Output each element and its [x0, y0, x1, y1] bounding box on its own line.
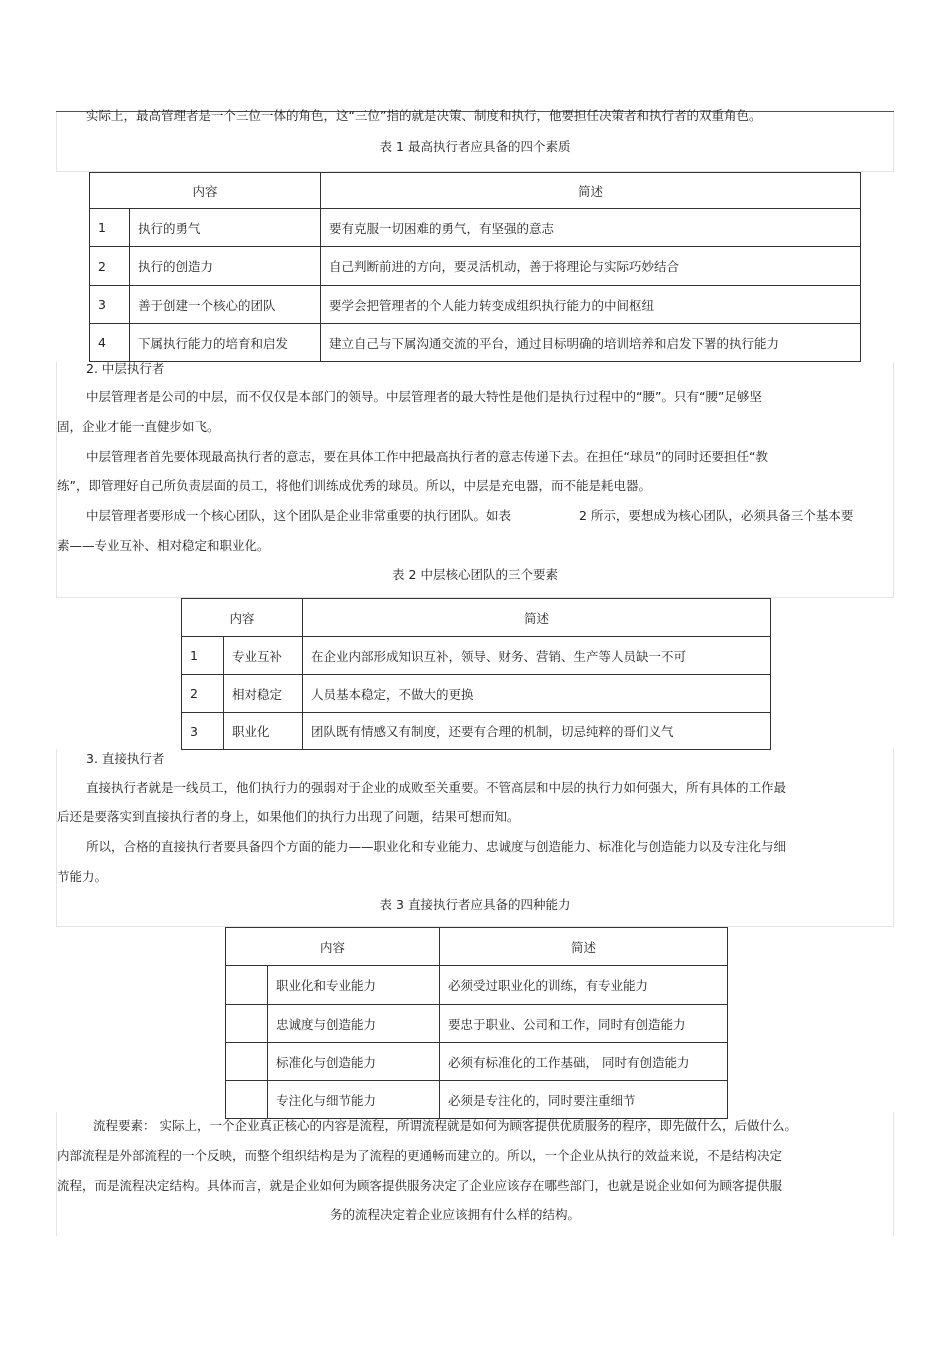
section2-line: 练”，即管理好自己所负责层面的员工，将他们训练成优秀的球员。所以，中层是充电器，而不能是耗电器。	[57, 478, 651, 493]
section2-line: 2 所示，要想成为核心团队，必须具备三个基本要	[579, 508, 854, 523]
row-number	[226, 966, 268, 1005]
table-row	[90, 286, 861, 324]
table-row	[182, 713, 771, 750]
row-desc: 必须是专注化的，同时要注重细节	[440, 1081, 728, 1119]
row-item: 专注化与细节能力	[268, 1081, 440, 1119]
section2-line: 中层管理者首先要体现最高执行者的意志，要在具体工作中把最高执行者的意志传递下去。在担任“球员”的同时还要担任“教	[86, 449, 768, 464]
table-row	[182, 637, 771, 675]
table1-caption: 表 1 最高执行者应具备的四个素质	[379, 139, 571, 154]
row-item: 忠诚度与创造能力	[268, 1005, 440, 1043]
table-header-row	[182, 599, 771, 637]
flow-line: 务的流程决定着企业应该拥有什么样的结构。	[330, 1207, 581, 1222]
table-header-row	[90, 173, 861, 209]
table-row	[226, 1043, 728, 1081]
section3-heading: 3. 直接执行者	[86, 751, 165, 766]
table3-caption: 表 3 直接执行者应具备的四种能力	[379, 897, 571, 912]
intro-text: 实际上，最高管理者是一个三位一体的角色，这“三位”指的就是决策、制度和执行，他要担任决策者和执行者的双重角色。	[86, 108, 762, 123]
table-header-row	[226, 928, 728, 966]
row-desc: 必须有标准化的工作基础， 同时有创造能力	[440, 1043, 728, 1081]
section2-line: 中层管理者是公司的中层，而不仅仅是本部门的领导。中层管理者的最大特性是他们是执行过程中的“腰”。只有“腰”足够坚	[86, 389, 762, 404]
row-number: 3	[90, 286, 130, 324]
header-content: 内容	[226, 928, 440, 966]
row-item: 相对稳定	[224, 675, 303, 713]
row-desc: 团队既有情感又有制度，还要有合理的机制，切忌纯粹的哥们义气	[303, 713, 771, 750]
row-desc: 建立自己与下属沟通交流的平台，通过目标明确的培训培养和启发下署的执行能力	[321, 324, 861, 362]
row-number	[226, 1043, 268, 1081]
row-desc: 必须受过职业化的训练，有专业能力	[440, 966, 728, 1005]
flow-line: 流程要素： 实际上，一个企业真正核心的内容是流程，所谓流程就是如何为顾客提供优质服务的程序，即先做什么，后做什么。	[93, 1118, 797, 1133]
row-desc: 人员基本稳定，不做大的更换	[303, 675, 771, 713]
table2-caption: 表 2 中层核心团队的三个要素	[392, 567, 558, 582]
row-number: 2	[90, 247, 130, 286]
section2-line: 固，企业才能一直健步如飞。	[57, 419, 220, 434]
row-item: 专业互补	[224, 637, 303, 675]
table1	[89, 172, 861, 362]
row-desc: 要忠于职业、公司和工作，同时有创造能力	[440, 1005, 728, 1043]
row-item: 执行的勇气	[130, 209, 321, 247]
row-desc: 自己判断前进的方向，要灵活机动，善于将理论与实际巧妙结合	[321, 247, 861, 286]
row-number	[226, 1005, 268, 1043]
flow-line: 流程，而是流程决定结构。具体而言，就是企业如何为顾客提供服务决定了企业应该存在哪些部门，也就是说企业如何为顾客提供服	[57, 1178, 783, 1193]
table-row	[90, 324, 861, 362]
row-item: 下属执行能力的培育和启发	[130, 324, 321, 362]
section2-line: 素——专业互补、相对稳定和职业化。	[57, 538, 270, 553]
section3-line: 节能力。	[57, 869, 108, 884]
section2-line: 中层管理者要形成一个核心团队，这个团队是企业非常重要的执行团队。如表	[86, 508, 512, 523]
table-row	[226, 966, 728, 1005]
row-item: 善于创建一个核心的团队	[130, 286, 321, 324]
row-desc: 在企业内部形成知识互补，领导、财务、营销、生产等人员缺一不可	[303, 637, 771, 675]
table3	[225, 927, 728, 1119]
header-desc: 简述	[303, 599, 771, 637]
row-number: 2	[182, 675, 224, 713]
header-desc: 简述	[321, 173, 861, 209]
section3-line: 所以，合格的直接执行者要具备四个方面的能力——职业化和专业能力、忠诚度与创造能力、标准化与创造能力以及专注化与细	[86, 839, 787, 854]
row-desc: 要学会把管理者的个人能力转变成组织执行能力的中间枢纽	[321, 286, 861, 324]
section3-line: 后还是要落实到直接执行者的身上，如果他们的执行力出现了问题，结果可想而知。	[57, 809, 520, 824]
row-item: 职业化和专业能力	[268, 966, 440, 1005]
row-item: 标准化与创造能力	[268, 1043, 440, 1081]
row-desc: 要有克服一切困难的勇气，有坚强的意志	[321, 209, 861, 247]
table-row	[90, 247, 861, 286]
header-content: 内容	[90, 173, 321, 209]
flow-line: 内部流程是外部流程的一个反映，而整个组织结构是为了流程的更通畅而建立的。所以，一个企业从执行的效益来说，不是结构决定	[57, 1148, 783, 1163]
row-number: 1	[90, 209, 130, 247]
header-content: 内容	[182, 599, 303, 637]
header-desc: 简述	[440, 928, 728, 966]
row-item: 职业化	[224, 713, 303, 750]
row-number: 1	[182, 637, 224, 675]
row-number: 3	[182, 713, 224, 750]
row-item: 执行的创造力	[130, 247, 321, 286]
table2	[181, 598, 771, 750]
row-number: 4	[90, 324, 130, 362]
section3-line: 直接执行者就是一线员工，他们执行力的强弱对于企业的成败至关重要。不管高层和中层的执行力如何强大，所有具体的工作最	[86, 780, 787, 795]
table-row	[226, 1005, 728, 1043]
table-row	[182, 675, 771, 713]
table-row	[90, 209, 861, 247]
section2-heading: 2. 中层执行者	[86, 361, 165, 376]
